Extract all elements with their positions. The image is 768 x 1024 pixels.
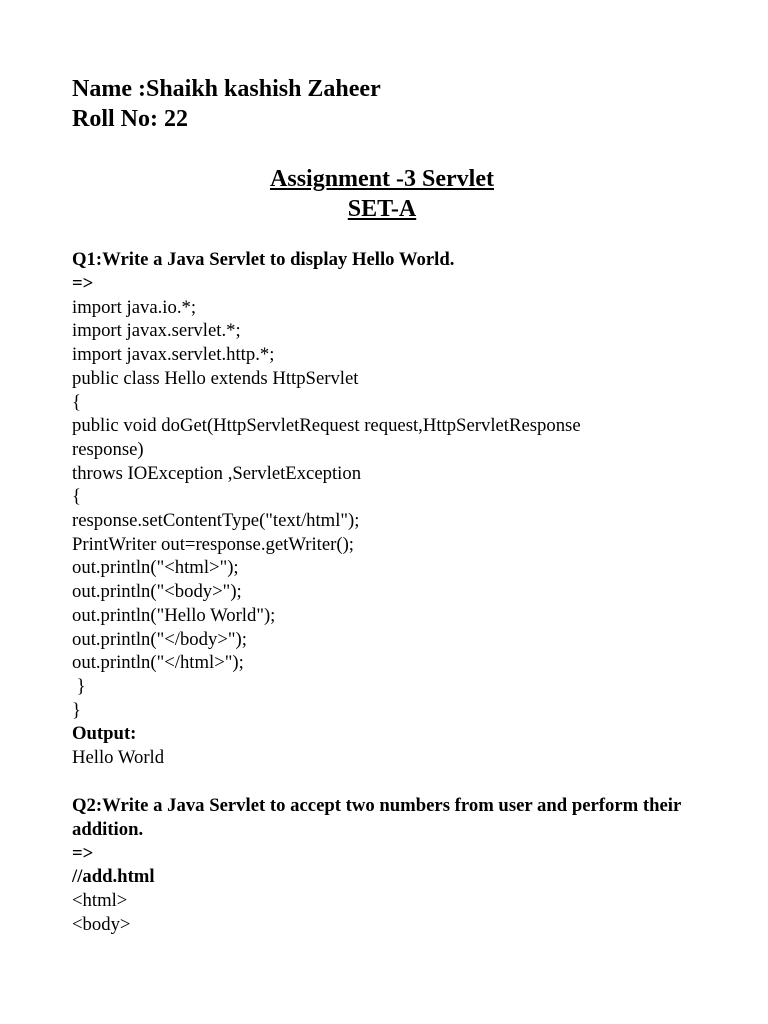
assignment-title <box>72 164 692 224</box>
code-line: public void doGet(HttpServletRequest request,HttpServletResponse <box>72 415 581 437</box>
question-2-text: Q2:Write a Java Servlet to accept two numbers from user and perform their addition. <box>72 794 681 840</box>
code-block-q2 <box>72 889 692 936</box>
code-line: import java.io.*; <box>72 296 197 318</box>
code-line: import javax.servlet.http.*; <box>72 344 275 366</box>
code-line: out.println("<body>"); <box>72 581 242 603</box>
roll-number: Roll No: 22 <box>72 106 188 132</box>
code-line: out.println("</body>"); <box>72 628 247 650</box>
output-label: Output: <box>72 723 137 745</box>
code-line: { <box>72 391 81 413</box>
code-line: response.setContentType("text/html"); <box>72 510 360 532</box>
code-line: response) <box>72 438 144 460</box>
code-line: { <box>72 486 81 508</box>
file-label: //add.html <box>72 866 155 888</box>
code-line: import javax.servlet.*; <box>72 320 241 342</box>
code-line: <body> <box>72 913 131 935</box>
answer-arrow: => <box>72 273 94 294</box>
output-value: Hello World <box>72 747 165 769</box>
code-line: PrintWriter out=response.getWriter(); <box>72 533 354 555</box>
code-block-q1 <box>72 296 692 723</box>
code-line: } <box>72 699 81 721</box>
code-line: out.println("<html>"); <box>72 557 239 579</box>
code-line: out.println("</html>"); <box>72 652 244 674</box>
set-title-line: SET-A <box>347 196 417 222</box>
code-line: <html> <box>72 890 128 912</box>
student-name: Name :Shaikh kashish Zaheer <box>72 76 381 102</box>
question-1-text: Q1:Write a Java Servlet to display Hello World. <box>72 249 455 270</box>
answer-arrow: => <box>72 842 94 864</box>
question-2-section <box>72 794 692 937</box>
code-line: public class Hello extends HttpServlet <box>72 367 359 389</box>
code-line: out.println("Hello World"); <box>72 604 276 626</box>
document-page <box>72 74 692 937</box>
assignment-title-line: Assignment -3 Servlet <box>270 166 494 192</box>
question-1-section <box>72 248 692 770</box>
code-line: } <box>72 675 86 697</box>
code-line: throws IOException ,ServletException <box>72 462 362 484</box>
